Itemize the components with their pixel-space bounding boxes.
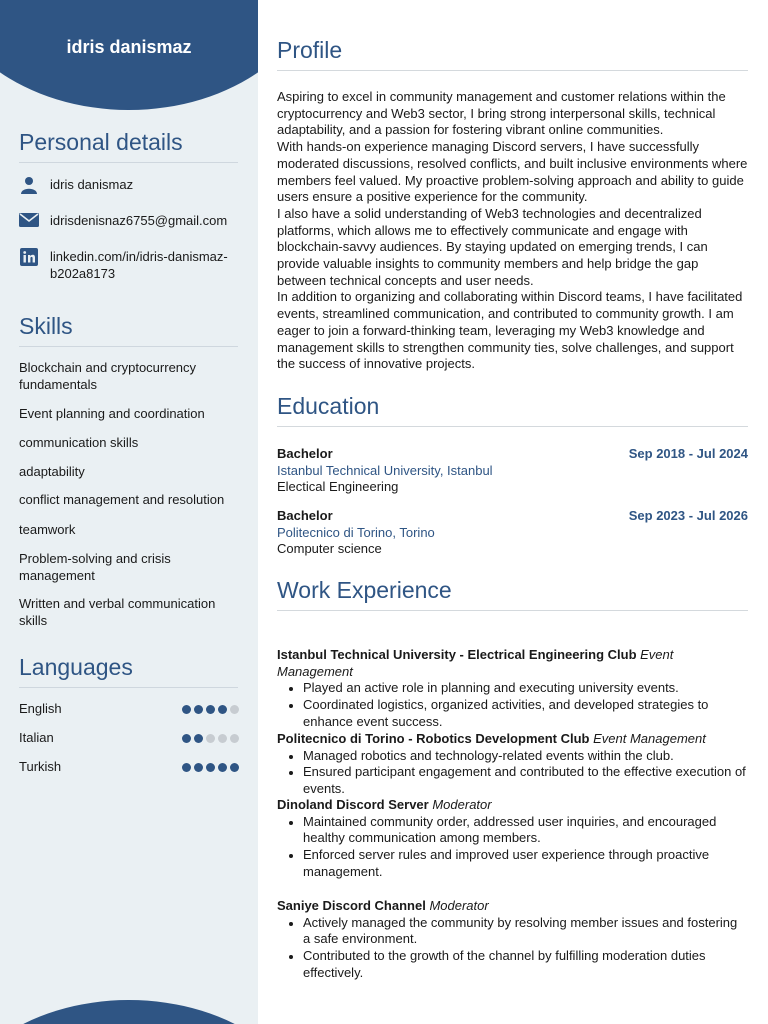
level-dot-filled xyxy=(206,763,215,772)
work-bullets xyxy=(277,814,748,881)
level-dot-filled xyxy=(182,763,191,772)
level-dot-empty xyxy=(206,734,215,743)
skill-item: teamwork xyxy=(19,522,76,537)
level-dot-filled xyxy=(218,763,227,772)
personal-email-row xyxy=(19,212,239,230)
level-dot-filled xyxy=(206,705,215,714)
work-bullet: • Coordinated logistics, organized activities, and developed strategies to enhance event success. xyxy=(303,697,748,730)
work-bullet: • Enforced server rules and improved user experience through proactive management. xyxy=(303,847,748,880)
work-bullet: • Actively managed the community by resolving member issues and fostering a safe environment. xyxy=(303,915,748,948)
language-name: English xyxy=(19,701,62,716)
work-bullet: • Played an active role in planning and executing university events. xyxy=(303,680,748,697)
education-degree: Bachelor xyxy=(277,508,333,523)
education-field: Computer science xyxy=(277,541,382,557)
level-dot-filled xyxy=(218,705,227,714)
work-organization: Saniye Discord Channel xyxy=(277,898,426,913)
education-heading: Education xyxy=(277,393,748,427)
profile-paragraph: Aspiring to excel in community management and customer relations within the cryptocurrency and Web3 sector, I bring strong interpersonal skills, technical adaptability, and a passion for fostering vibrant online communities. xyxy=(277,89,726,138)
level-dot-filled xyxy=(194,734,203,743)
skill-item: communication skills xyxy=(19,435,139,450)
work-role: Event Management xyxy=(277,647,674,679)
language-row xyxy=(19,701,239,718)
personal-name: idris danismaz xyxy=(50,177,134,192)
level-dot-empty xyxy=(218,734,227,743)
work-bullets xyxy=(277,680,748,730)
personal-linkedin-row xyxy=(19,248,239,282)
work-entry xyxy=(277,797,748,881)
work-bullet: • Managed robotics and technology-related events within the club. xyxy=(303,748,748,765)
language-name: Turkish xyxy=(19,759,62,774)
linkedin-icon xyxy=(19,248,39,266)
work-entry xyxy=(277,731,748,798)
education-field: Electical Engineering xyxy=(277,479,399,495)
work-bullets xyxy=(277,748,748,798)
footer-arc xyxy=(0,1000,258,1024)
person-icon xyxy=(19,176,39,194)
education-entry xyxy=(277,508,748,558)
level-dot-filled xyxy=(182,734,191,743)
profile-heading: Profile xyxy=(277,37,748,71)
work-entry xyxy=(277,898,748,982)
language-level-dots xyxy=(182,734,239,743)
work-bullets xyxy=(277,915,748,982)
skill-item: Event planning and coordination xyxy=(19,406,205,421)
education-entry xyxy=(277,446,748,496)
work-entry xyxy=(277,647,748,731)
sidebar xyxy=(0,0,258,1024)
language-level-dots xyxy=(182,705,239,714)
skill-item: Problem-solving and crisis management xyxy=(19,551,171,583)
work-bullet: • Contributed to the growth of the channel by fulfilling moderation duties effectively. xyxy=(303,948,748,981)
profile-text xyxy=(277,89,748,373)
work-organization: Istanbul Technical University - Electrical Engineering Club xyxy=(277,647,637,662)
education-date: Sep 2023 - Jul 2026 xyxy=(628,508,748,523)
education-institution: Politecnico di Torino, Torino xyxy=(277,524,435,540)
language-name: Italian xyxy=(19,730,54,745)
candidate-name: idris danismaz xyxy=(66,37,192,57)
personal-details-heading: Personal details xyxy=(19,129,238,163)
profile-paragraph: In addition to organizing and collaborating within Discord teams, I have facilitated events, streamlined communication, and contributed to community growth. I am eager to join a forward-thinking team, leveraging my Web3 knowledge and management skills to strengthen community ties, solve challenges, and support the success of innovative projects. xyxy=(277,289,743,372)
languages-heading: Languages xyxy=(19,654,238,688)
language-level-dots xyxy=(182,763,239,772)
skills-heading: Skills xyxy=(19,313,238,347)
work-organization: Dinoland Discord Server xyxy=(277,797,429,812)
personal-linkedin[interactable]: linkedin.com/in/idris-danismaz-b202a8173 xyxy=(50,249,228,281)
work-bullet: • Maintained community order, addressed user inquiries, and encouraged healthy communication among members. xyxy=(303,814,748,847)
skill-item: Written and verbal communication skills xyxy=(19,596,216,628)
envelope-icon xyxy=(19,212,39,230)
level-dot-filled xyxy=(182,705,191,714)
work-organization: Politecnico di Torino - Robotics Development Club xyxy=(277,731,590,746)
work-role: Event Management xyxy=(593,731,706,746)
profile-paragraph: With hands-on experience managing Discord servers, I have successfully moderated discussions, resolved conflicts, and built inclusive environments where members feel valued. My proactive problem-solving approach and ability to guide users ensure a positive experience for the community. xyxy=(277,139,748,205)
work-bullet: • Ensured participant engagement and contributed to the effective execution of events. xyxy=(303,764,748,797)
language-row xyxy=(19,759,239,776)
skill-item: Blockchain and cryptocurrency fundamentals xyxy=(19,360,197,392)
level-dot-filled xyxy=(194,763,203,772)
profile-paragraph: I also have a solid understanding of Web3 technologies and decentralized platforms, which allows me to effectively communicate and engage with blockchain-savvy audiences. By staying updated on emerging trends, I can provide valuable insights to community members and help bridge the gap between technical concepts and user needs. xyxy=(277,205,708,288)
skill-item: adaptability xyxy=(19,464,85,479)
personal-email[interactable]: idrisdenisnaz6755@gmail.com xyxy=(50,213,228,228)
education-institution: Istanbul Technical University, Istanbul xyxy=(277,462,493,478)
language-row xyxy=(19,730,239,747)
work-role: Moderator xyxy=(432,797,492,812)
personal-name-row xyxy=(19,176,239,194)
education-degree: Bachelor xyxy=(277,446,333,461)
level-dot-empty xyxy=(230,734,239,743)
skill-item: conflict management and resolution xyxy=(19,492,225,507)
level-dot-filled xyxy=(230,763,239,772)
work-role: Moderator xyxy=(429,898,489,913)
level-dot-empty xyxy=(230,705,239,714)
work-heading: Work Experience xyxy=(277,577,748,611)
education-date: Sep 2018 - Jul 2024 xyxy=(628,446,748,461)
level-dot-filled xyxy=(194,705,203,714)
